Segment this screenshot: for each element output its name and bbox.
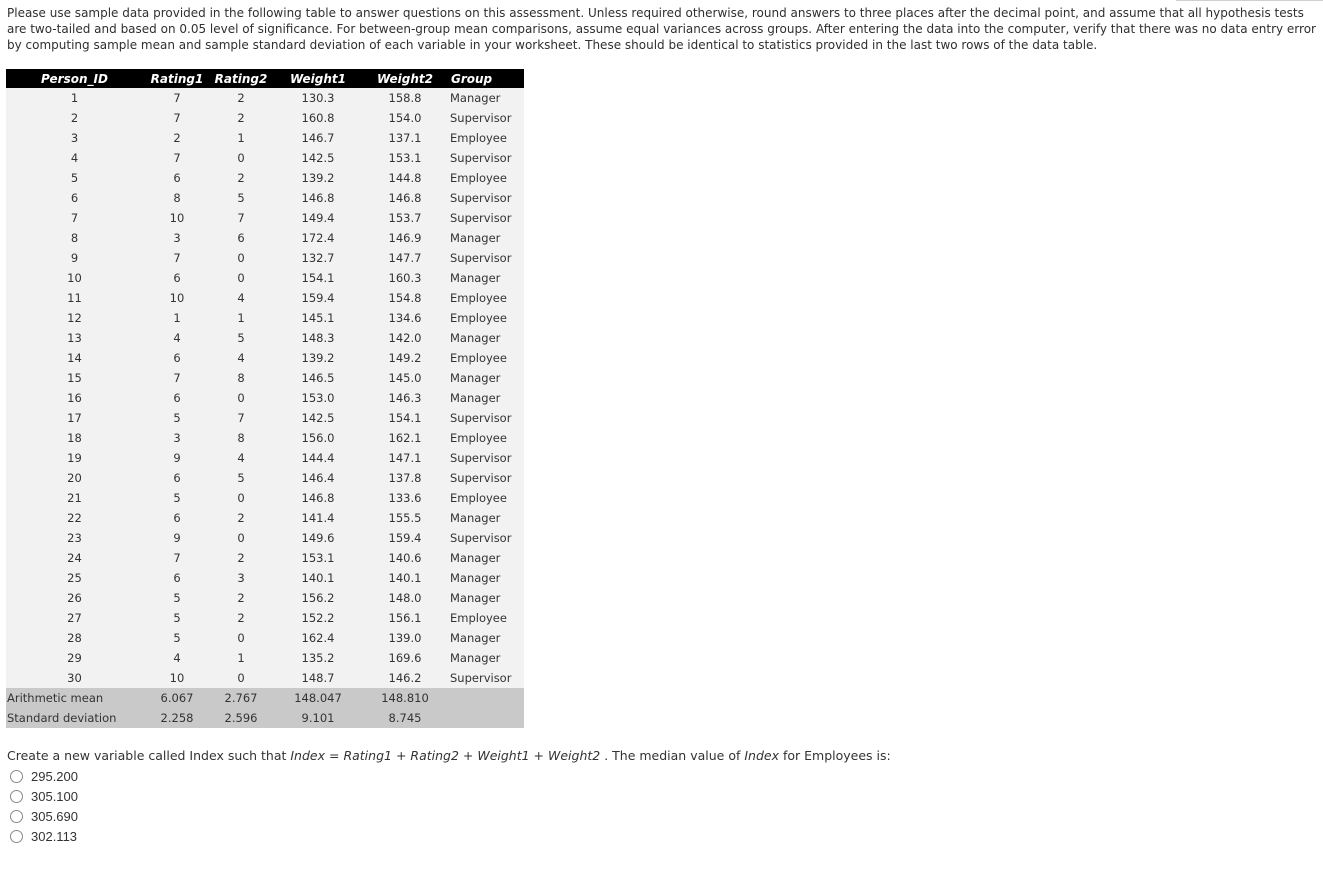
cell-weight1: 145.1 <box>301 311 335 325</box>
cell-weight2: 134.6 <box>388 311 422 325</box>
radio-button[interactable] <box>10 790 23 803</box>
cell-weight2: 169.6 <box>388 651 422 665</box>
header-person-id: Person_ID <box>6 69 143 88</box>
cell-person-id: 7 <box>70 211 79 225</box>
cell-rating1: 6 <box>173 391 181 405</box>
cell-group: Supervisor <box>450 111 512 125</box>
question-index-var-2: Index <box>744 748 779 763</box>
answer-option-label: 305.690 <box>31 808 78 824</box>
cell-weight2: 139.0 <box>388 631 422 645</box>
cell-rating1: 6 <box>173 171 181 185</box>
cell-rating2: 4 <box>237 291 245 305</box>
cell-weight2: 147.7 <box>388 251 422 265</box>
cell-group: Manager <box>450 371 501 385</box>
question-plus-3: + <box>529 748 548 763</box>
cell-rating1: 8 <box>173 191 181 205</box>
table-row <box>6 328 524 348</box>
cell-person-id: 9 <box>70 251 79 265</box>
cell-weight1: 142.5 <box>301 151 335 165</box>
cell-person-id: 29 <box>67 651 82 665</box>
cell-rating2: 8 <box>237 371 245 385</box>
cell-person-id: 12 <box>67 311 82 325</box>
cell-person-id: 5 <box>70 171 79 185</box>
cell-person-id: 10 <box>67 271 82 285</box>
summary-row-sd <box>6 708 524 728</box>
cell-weight2: 159.4 <box>388 531 422 545</box>
cell-rating1: 7 <box>173 111 181 125</box>
cell-weight2: 155.5 <box>388 511 422 525</box>
cell-group: Manager <box>450 571 501 585</box>
cell-rating1: 5 <box>173 611 181 625</box>
table-row <box>6 528 524 548</box>
cell-weight1: 142.5 <box>301 411 335 425</box>
cell-weight2: 146.3 <box>388 391 422 405</box>
question-plus-1: + <box>391 748 411 763</box>
cell-person-id: 21 <box>67 491 82 505</box>
cell-weight2: 146.8 <box>388 191 422 205</box>
cell-weight1: 172.4 <box>301 231 335 245</box>
cell-weight1: 152.2 <box>301 611 335 625</box>
summary-value <box>445 708 524 728</box>
cell-rating2: 7 <box>237 411 245 425</box>
summary-label: Standard deviation <box>7 711 117 725</box>
answer-option-label: 295.200 <box>31 768 78 784</box>
cell-group: Manager <box>450 391 501 405</box>
cell-rating2: 3 <box>237 571 245 585</box>
question-suffix: for Employees is: <box>779 748 891 763</box>
cell-person-id: 24 <box>67 551 82 565</box>
cell-rating1: 9 <box>173 451 181 465</box>
cell-rating2: 1 <box>237 651 245 665</box>
cell-weight1: 144.4 <box>301 451 335 465</box>
cell-weight2: 140.1 <box>388 571 422 585</box>
answer-option-label: 302.113 <box>31 828 78 844</box>
cell-person-id: 14 <box>67 351 82 365</box>
cell-rating2: 5 <box>237 331 245 345</box>
cell-group: Employee <box>450 431 507 445</box>
cell-person-id: 30 <box>67 671 82 685</box>
cell-person-id: 18 <box>67 431 82 445</box>
cell-weight1: 141.4 <box>301 511 335 525</box>
cell-weight1: 153.0 <box>301 391 335 405</box>
table-row <box>6 588 524 608</box>
answer-option-label: 305.100 <box>31 788 78 804</box>
cell-group: Manager <box>450 631 501 645</box>
cell-rating1: 7 <box>173 151 181 165</box>
cell-group: Supervisor <box>450 191 512 205</box>
cell-rating2: 5 <box>237 191 245 205</box>
cell-rating1: 9 <box>173 531 181 545</box>
cell-weight1: 146.5 <box>301 371 335 385</box>
table-row <box>6 428 524 448</box>
cell-weight2: 146.9 <box>388 231 422 245</box>
cell-rating1: 10 <box>169 211 185 225</box>
cell-person-id: 16 <box>67 391 82 405</box>
cell-person-id: 1 <box>70 91 79 105</box>
cell-group: Manager <box>450 231 501 245</box>
cell-weight1: 148.3 <box>301 331 335 345</box>
question-term-weight1: Weight1 <box>477 748 530 763</box>
cell-rating1: 3 <box>173 231 181 245</box>
cell-rating1: 4 <box>173 331 181 345</box>
cell-rating2: 7 <box>237 211 245 225</box>
summary-value: 6.067 <box>160 691 194 705</box>
cell-group: Supervisor <box>450 411 512 425</box>
cell-rating1: 6 <box>173 271 181 285</box>
cell-rating2: 2 <box>237 591 245 605</box>
table-row <box>6 108 524 128</box>
cell-rating1: 6 <box>173 511 181 525</box>
cell-rating2: 0 <box>237 151 245 165</box>
cell-group: Employee <box>450 291 507 305</box>
cell-rating2: 2 <box>237 611 245 625</box>
cell-rating2: 2 <box>237 111 245 125</box>
cell-rating1: 2 <box>173 131 181 145</box>
cell-rating2: 0 <box>237 631 245 645</box>
header-rating2: Rating2 <box>211 69 271 88</box>
table-row <box>6 148 524 168</box>
table-row <box>6 288 524 308</box>
table-row <box>6 368 524 388</box>
cell-rating1: 5 <box>173 491 181 505</box>
cell-group: Employee <box>450 131 507 145</box>
table-row <box>6 88 524 108</box>
cell-group: Supervisor <box>450 151 512 165</box>
cell-weight2: 154.1 <box>388 411 422 425</box>
cell-rating2: 1 <box>237 131 245 145</box>
cell-group: Employee <box>450 351 507 365</box>
cell-group: Manager <box>450 271 501 285</box>
cell-rating1: 5 <box>173 591 181 605</box>
cell-group: Supervisor <box>450 471 512 485</box>
table-row <box>6 508 524 528</box>
cell-weight2: 147.1 <box>388 451 422 465</box>
instructions-text: Please use sample data provided in the following table to answer questions on this assessment. Unless required otherwise, round answers to three places after the decimal point, and assume that all hypothesis tests are two-tailed and based on 0.05 level of significance. For between-group mean comparisons, assume equal variances across groups. After entering the data into the computer, verify that there was no data entry error by computing sample mean and sample standard deviation of each variable in your worksheet. These should be identical to statistics provided in the last two rows of the data table. <box>7 6 1316 52</box>
cell-group: Supervisor <box>450 531 512 545</box>
cell-rating2: 2 <box>237 511 245 525</box>
cell-group: Employee <box>450 611 507 625</box>
cell-weight1: 146.8 <box>301 491 335 505</box>
cell-weight2: 137.1 <box>388 131 422 145</box>
cell-rating2: 2 <box>237 551 245 565</box>
summary-value: 148.810 <box>381 691 429 705</box>
cell-rating2: 6 <box>237 231 245 245</box>
cell-rating2: 4 <box>237 351 245 365</box>
summary-value: 8.745 <box>388 711 422 725</box>
cell-weight1: 153.1 <box>301 551 335 565</box>
table-row <box>6 168 524 188</box>
cell-rating1: 5 <box>173 411 181 425</box>
cell-rating1: 7 <box>173 371 181 385</box>
cell-weight2: 153.7 <box>388 211 422 225</box>
cell-person-id: 2 <box>70 111 79 125</box>
cell-weight2: 137.8 <box>388 471 422 485</box>
cell-rating2: 0 <box>237 391 245 405</box>
question-plus-2: + <box>458 748 478 763</box>
cell-person-id: 26 <box>67 591 82 605</box>
table-header-row <box>6 69 524 88</box>
summary-value <box>445 688 524 708</box>
cell-weight1: 130.3 <box>301 91 335 105</box>
summary-label: Arithmetic mean <box>7 691 104 705</box>
summary-value: 148.047 <box>294 691 342 705</box>
cell-weight1: 146.7 <box>301 131 335 145</box>
cell-weight1: 162.4 <box>301 631 335 645</box>
cell-rating2: 1 <box>237 311 245 325</box>
cell-rating2: 5 <box>237 471 245 485</box>
cell-weight1: 149.4 <box>301 211 335 225</box>
cell-weight1: 156.0 <box>301 431 335 445</box>
cell-person-id: 15 <box>67 371 82 385</box>
cell-weight1: 146.4 <box>301 471 335 485</box>
radio-button[interactable] <box>10 830 23 843</box>
answer-option-1[interactable] <box>10 766 78 786</box>
cell-rating1: 5 <box>173 631 181 645</box>
table-row <box>6 668 524 688</box>
cell-weight2: 158.8 <box>388 91 422 105</box>
header-weight1: Weight1 <box>271 69 365 88</box>
question-index-var: Index <box>290 748 326 763</box>
cell-rating2: 0 <box>237 531 245 545</box>
cell-weight2: 156.1 <box>388 611 422 625</box>
cell-rating1: 6 <box>173 571 181 585</box>
cell-person-id: 23 <box>67 531 82 545</box>
cell-rating2: 8 <box>237 431 245 445</box>
cell-person-id: 8 <box>70 231 79 245</box>
cell-rating2: 0 <box>237 251 245 265</box>
cell-weight1: 148.7 <box>301 671 335 685</box>
cell-weight2: 133.6 <box>388 491 422 505</box>
table-row <box>6 208 524 228</box>
header-rating1: Rating1 <box>143 69 211 88</box>
cell-person-id: 28 <box>67 631 82 645</box>
cell-weight2: 142.0 <box>388 331 422 345</box>
cell-person-id: 19 <box>67 451 82 465</box>
table-row <box>6 448 524 468</box>
cell-group: Supervisor <box>450 211 512 225</box>
cell-weight1: 159.4 <box>301 291 335 305</box>
table-row <box>6 248 524 268</box>
header-weight2: Weight2 <box>365 69 445 88</box>
cell-rating2: 2 <box>237 91 245 105</box>
cell-weight2: 154.8 <box>388 291 422 305</box>
question-middle: . The median value of <box>600 748 745 763</box>
header-group: Group <box>445 69 524 88</box>
cell-rating1: 6 <box>173 351 181 365</box>
cell-rating1: 6 <box>173 471 181 485</box>
cell-rating2: 0 <box>237 671 245 685</box>
table-body <box>6 88 524 688</box>
table-row <box>6 308 524 328</box>
cell-group: Employee <box>450 171 507 185</box>
cell-rating1: 7 <box>173 91 181 105</box>
data-table <box>6 69 524 728</box>
radio-button[interactable] <box>10 810 23 823</box>
cell-rating1: 7 <box>173 251 181 265</box>
table-footer <box>6 688 524 728</box>
table-row <box>6 468 524 488</box>
cell-group: Employee <box>450 311 507 325</box>
cell-weight2: 145.0 <box>388 371 422 385</box>
cell-weight2: 146.2 <box>388 671 422 685</box>
table-row <box>6 648 524 668</box>
cell-weight2: 153.1 <box>388 151 422 165</box>
cell-weight2: 160.3 <box>388 271 422 285</box>
question-text <box>7 748 891 763</box>
cell-group: Supervisor <box>450 251 512 265</box>
cell-rating2: 4 <box>237 451 245 465</box>
answer-option-3[interactable] <box>10 806 78 826</box>
cell-weight1: 140.1 <box>301 571 335 585</box>
cell-group: Manager <box>450 511 501 525</box>
cell-rating2: 0 <box>237 491 245 505</box>
table-row <box>6 268 524 288</box>
cell-group: Manager <box>450 331 501 345</box>
cell-rating1: 7 <box>173 551 181 565</box>
table-row <box>6 408 524 428</box>
cell-person-id: 22 <box>67 511 82 525</box>
table-row <box>6 388 524 408</box>
table-row <box>6 608 524 628</box>
table-row <box>6 188 524 208</box>
question-eq: = <box>325 748 344 763</box>
question-term-rating1: Rating1 <box>343 748 392 763</box>
cell-person-id: 3 <box>70 131 79 145</box>
cell-rating1: 10 <box>169 671 185 685</box>
cell-weight1: 156.2 <box>301 591 335 605</box>
cell-weight1: 160.8 <box>301 111 335 125</box>
summary-value: 2.767 <box>224 691 258 705</box>
cell-person-id: 17 <box>67 411 82 425</box>
table-row <box>6 128 524 148</box>
cell-group: Supervisor <box>450 671 512 685</box>
cell-rating2: 0 <box>237 271 245 285</box>
cell-weight2: 149.2 <box>388 351 422 365</box>
cell-group: Manager <box>450 91 501 105</box>
cell-weight2: 154.0 <box>388 111 422 125</box>
summary-row-mean <box>6 688 524 708</box>
cell-rating1: 10 <box>169 291 185 305</box>
cell-weight2: 144.8 <box>388 171 422 185</box>
cell-person-id: 13 <box>67 331 82 345</box>
cell-group: Manager <box>450 551 501 565</box>
cell-rating1: 1 <box>173 311 181 325</box>
cell-weight1: 135.2 <box>301 651 335 665</box>
cell-rating1: 4 <box>173 651 181 665</box>
table-row <box>6 228 524 248</box>
cell-weight2: 140.6 <box>388 551 422 565</box>
cell-rating2: 2 <box>237 171 245 185</box>
cell-weight1: 139.2 <box>301 351 335 365</box>
cell-weight1: 139.2 <box>301 171 335 185</box>
cell-person-id: 11 <box>67 291 82 305</box>
table-row <box>6 568 524 588</box>
summary-value: 9.101 <box>301 711 335 725</box>
cell-group: Supervisor <box>450 451 512 465</box>
top-divider <box>1176 0 1323 1</box>
cell-weight2: 148.0 <box>388 591 422 605</box>
summary-value: 2.596 <box>224 711 258 725</box>
cell-group: Manager <box>450 651 501 665</box>
radio-button[interactable] <box>10 770 23 783</box>
cell-weight1: 146.8 <box>301 191 335 205</box>
cell-weight1: 149.6 <box>301 531 335 545</box>
summary-value: 2.258 <box>160 711 194 725</box>
question-term-rating2: Rating2 <box>410 748 459 763</box>
cell-group: Employee <box>450 491 507 505</box>
answer-options <box>10 766 78 846</box>
answer-option-4[interactable] <box>10 826 78 846</box>
table-row <box>6 488 524 508</box>
table-row <box>6 348 524 368</box>
answer-option-2[interactable] <box>10 786 78 806</box>
cell-person-id: 6 <box>70 191 79 205</box>
question-prefix: Create a new variable called Index such that <box>7 748 291 763</box>
cell-weight1: 132.7 <box>301 251 335 265</box>
cell-person-id: 20 <box>67 471 82 485</box>
question-term-weight2: Weight2 <box>548 748 601 763</box>
cell-person-id: 27 <box>67 611 82 625</box>
cell-weight2: 162.1 <box>388 431 422 445</box>
table-row <box>6 548 524 568</box>
cell-person-id: 25 <box>67 571 82 585</box>
cell-group: Manager <box>450 591 501 605</box>
cell-person-id: 4 <box>70 151 79 165</box>
cell-weight1: 154.1 <box>301 271 335 285</box>
cell-rating1: 3 <box>173 431 181 445</box>
table-row <box>6 628 524 648</box>
